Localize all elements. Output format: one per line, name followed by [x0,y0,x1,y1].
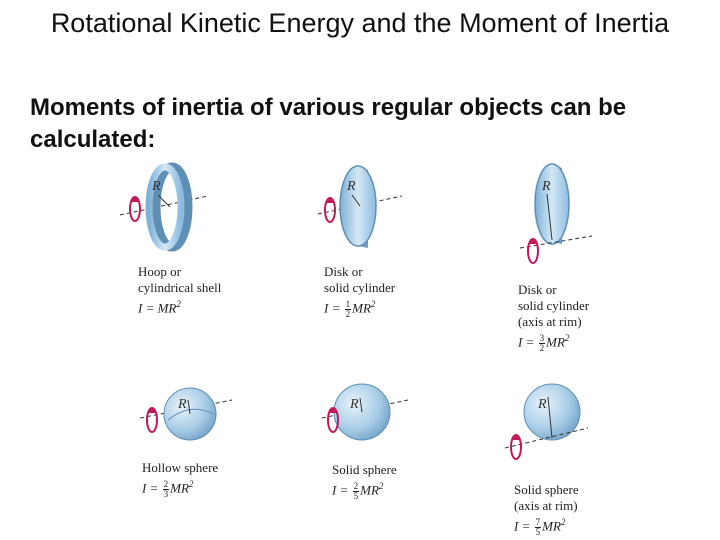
slide-subtitle: Moments of inertia of various regular objects can be calculated: [30,94,627,153]
solid-sphere-rim-caption [514,482,579,537]
object-name-line: solid cylinder [518,298,590,313]
object-name-line: Disk or [518,282,557,297]
object-name-line: (axis at rim) [514,498,578,513]
object-name-line: Solid sphere [332,462,397,477]
object-name-line: Hoop or [138,264,181,279]
radius-label: R [152,179,161,194]
object-name-line: (axis at rim) [518,314,582,329]
object-name-line: Solid sphere [514,482,579,497]
object-name-line: Hollow sphere [142,460,219,475]
moment-formula: I = $\frac{2}{5}$ $MR^2$ [332,480,384,501]
radius-label: R [538,397,547,412]
slide-title: Rotational Kinetic Energy and the Moment of Inertia [50,8,670,38]
radius-label: R [542,179,551,194]
radius-label: R [178,397,187,412]
radius-label: R [350,397,359,412]
object-name-line: solid cylinder [324,280,396,295]
moment-formula: I = $\frac{7}{5}$ $MR^2$ [514,516,566,537]
moment-formula: $I = MR^2$ [138,299,181,316]
moment-formula: I = $\frac{1}{2}$ $MR^2$ [324,298,376,319]
radius-label: R [347,179,356,194]
moment-formula: I = $\frac{2}{3}$ $MR^2$ [142,478,194,499]
object-name-line: Disk or [324,264,363,279]
object-name-line: cylindrical shell [138,280,222,295]
moment-formula: I = $\frac{3}{2}$ $MR^2$ [518,332,570,353]
